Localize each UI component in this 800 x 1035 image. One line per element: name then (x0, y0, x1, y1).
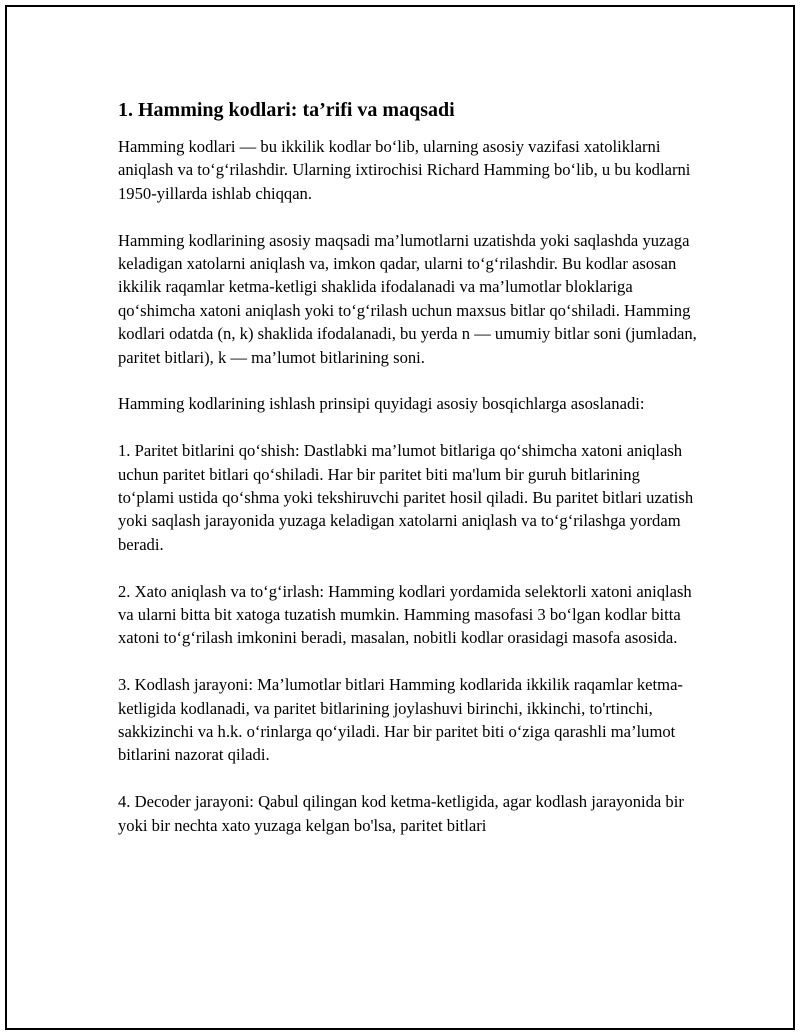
paragraph-step-decoding: 4. Decoder jarayoni: Qabul qilingan kod ketma-ketligida, agar kodlash jarayonida bir yoki bir nechta xato yuzaga kelgan bo'lsa, paritet bitlari (118, 792, 684, 835)
document-title: 1. Hamming kodlari: ta’rifi va maqsadi (118, 99, 455, 121)
paragraph-definition: Hamming kodlari — bu ikkilik kodlar boʻlib, ularning asosiy vazifasi xatoliklarni aniqlash va toʻgʻrilashdir. Ularning ixtirochisi Richard Hamming boʻlib, u bu kodlarni 1950-yillarda ishlab chiqqan. (118, 137, 691, 203)
paragraph-purpose: Hamming kodlarining asosiy maqsadi ma’lumotlarni uzatishda yoki saqlashda yuzaga keladigan xatolarni aniqlash va, imkon qadar, ularni toʻgʻrilashdir. Bu kodlar asosan ikkilik raqamlar ketma-ketligi shaklida ifodalanadi va ma’lumotlar bloklariga qoʻshimcha xatoni aniqlash yoki toʻgʻrilash uchun maxsus bitlar qoʻshiladi. Hamming kodlari odatda (n, k) shaklida ifodalanadi, bu yerda n — umumiy bitlar soni (jumladan, paritet bitlari), k — ma’lumot bitlarining soni. (118, 230, 697, 367)
page-frame (5, 5, 795, 1030)
paragraph-step-encoding: 3. Kodlash jarayoni: Ma’lumotlar bitlari Hamming kodlarida ikkilik raqamlar ketma-ketligida kodlanadi, va paritet bitlarining joylashuvi birinchi, ikkinchi, to'rtinchi, sakkizinchi va h.k. oʻrinlarga qoʻyiladi. Har bir paritet biti oʻziga qarashli ma’lumot bitlarini nazorat qiladi. (118, 675, 683, 765)
document-body (118, 97, 698, 860)
paragraph-step-parity-bits: 1. Paritet bitlarini qoʻshish: Dastlabki ma’lumot bitlariga qoʻshimcha xatoni aniqlash uchun paritet bitlari qoʻshiladi. Har bir paritet biti ma'lum bir guruh bitlarining toʻplami ustida qoʻshma yoki tekshiruvchi paritet hosil qiladi. Bu paritet bitlari uzatish yoki saqlash jarayonida yuzaga keladigan xatolarni aniqlash va toʻgʻrilashga yordam beradi. (118, 441, 694, 554)
paragraph-step-error-correction: 2. Xato aniqlash va toʻgʻirlash: Hamming kodlari yordamida selektorli xatoni aniqlash va ularni bitta bit xatoga tuzatish mumkin. Hamming masofasi 3 boʻlgan kodlar bitta xatoni toʻgʻrilash imkonini beradi, masalan, nobitli kodlar orasidagi masofa asosida. (118, 581, 692, 648)
paragraph-principle-intro: Hamming kodlarining ishlash prinsipi quyidagi asosiy bosqichlarga asoslanadi: (118, 394, 645, 414)
